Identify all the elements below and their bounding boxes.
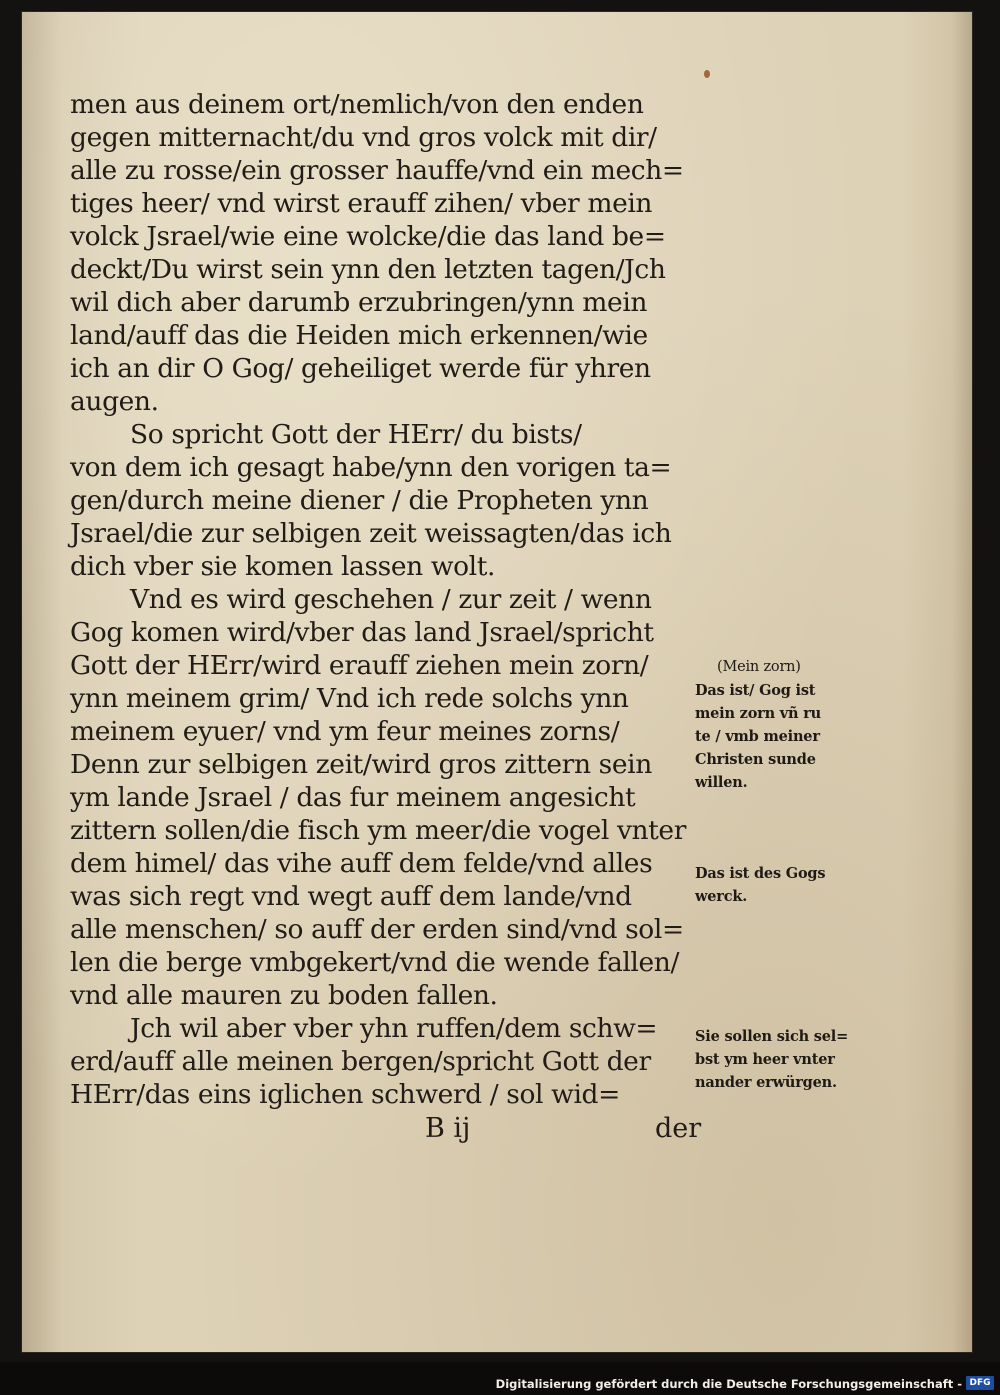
margin-note-line: te / vmb meiner [695, 728, 820, 745]
main-text-block [70, 88, 710, 1111]
signature-mark: B ij [425, 1113, 471, 1144]
text-line: was sich regt vnd wegt auff dem lande/vnd [70, 881, 632, 912]
text-line: len die berge vmbgekert/vnd die wende fallen/ [70, 947, 679, 978]
margin-note-heading: (Mein zorn) [717, 659, 801, 675]
margin-note-line: willen. [695, 774, 748, 791]
ink-spot [704, 70, 710, 78]
margin-note-line: Das ist des Gogs [695, 865, 826, 882]
text-line: Denn zur selbigen zeit/wird gros zittern sein [70, 749, 652, 780]
margin-note-line: bst ym heer vnter [695, 1051, 835, 1068]
text-line: deckt/Du wirst sein ynn den letzten tagen/Jch [70, 254, 666, 285]
text-line: land/auff das die Heiden mich erkennen/wie [70, 320, 648, 351]
margin-note-line: Christen sunde [695, 751, 816, 768]
catchword: der [655, 1113, 702, 1144]
text-line: men aus deinem ort/nemlich/von den enden [70, 89, 644, 120]
margin-note-line: Das ist/ Gog ist [695, 682, 816, 699]
margin-note-gog-werck [695, 862, 905, 908]
text-line: vnd alle mauren zu boden fallen. [70, 980, 498, 1011]
text-line: tiges heer/ vnd wirst erauff zihen/ vber mein [70, 188, 653, 219]
margin-note-line: mein zorn vñ ru [695, 705, 821, 722]
text-line: alle menschen/ so auff der erden sind/vnd sol= [70, 914, 684, 945]
text-line: Gog komen wird/vber das land Jsrael/spricht [70, 617, 654, 648]
text-line: HErr/das eins iglichen schwerd / sol wid= [70, 1079, 620, 1110]
text-line: von dem ich gesagt habe/ynn den vorigen ta= [70, 452, 672, 483]
text-line: augen. [70, 386, 159, 417]
text-line: erd/auff alle meinen bergen/spricht Gott der [70, 1046, 651, 1077]
text-line: dich vber sie komen lassen wolt. [70, 551, 496, 582]
text-line: meinem eyuer/ vnd ym feur meines zorns/ [70, 716, 620, 747]
text-line: wil dich aber darumb erzubringen/ynn mein [70, 287, 648, 318]
text-line: gegen mitternacht/du vnd gros volck mit dir/ [70, 122, 657, 153]
margin-note-line: Sie sollen sich sel= [695, 1028, 849, 1045]
margin-note-line: werck. [695, 888, 748, 905]
text-line: gen/durch meine diener / die Propheten ynn [70, 485, 649, 516]
funding-credit: Digitalisierung gefördert durch die Deutsche Forschungsgemeinschaft - [495, 1377, 962, 1391]
paragraph-start: Vnd es wird geschehen / zur zeit / wenn [130, 584, 652, 615]
margin-note-line: nander erwürgen. [695, 1074, 837, 1091]
margin-note-erwuergen [695, 1025, 905, 1094]
text-line: volck Jsrael/wie eine wolcke/die das land be= [70, 221, 666, 252]
text-line: dem himel/ das vihe auff dem felde/vnd alles [70, 848, 653, 879]
text-line: ynn meinem grim/ Vnd ich rede solchs ynn [70, 683, 629, 714]
text-line: Gott der HErr/wird erauff ziehen mein zorn/ [70, 650, 649, 681]
text-line: zittern sollen/die fisch ym meer/die vogel vnter [70, 815, 686, 846]
text-line: Jsrael/die zur selbigen zeit weissagten/das ich [70, 518, 672, 549]
text-line: ich an dir O Gog/ geheiliget werde für yhren [70, 353, 651, 384]
text-line: alle zu rosse/ein grosser hauffe/vnd ein mech= [70, 155, 684, 186]
paragraph-start: So spricht Gott der HErr/ du bists/ [130, 419, 582, 450]
dfg-logo: DFG [966, 1376, 994, 1390]
text-line: ym lande Jsrael / das fur meinem angesicht [70, 782, 636, 813]
margin-note-zorn [695, 656, 905, 794]
paragraph-start: Jch wil aber vber yhn ruffen/dem schw= [130, 1013, 658, 1044]
